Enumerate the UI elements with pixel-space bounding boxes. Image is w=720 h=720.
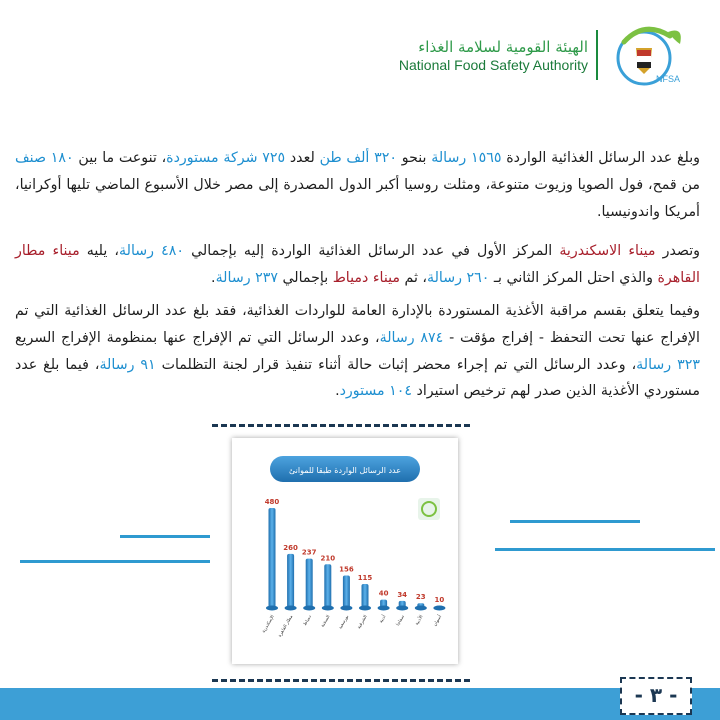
chart-value-label: 237 — [301, 548, 317, 557]
p3-segment: ، وعدد الرسائل التي تم الإفراج عنها بمنظومة الإفراج السريع — [15, 329, 380, 346]
nfsa-logo — [604, 22, 686, 94]
chart-bar-base — [433, 606, 445, 611]
p2-segment: ٤٨٠ رسالة — [119, 243, 184, 259]
p1-segment: لعدد — [285, 150, 320, 166]
decor-line-right-2 — [495, 548, 715, 551]
decor-line-right-1 — [510, 520, 640, 523]
paragraph-shipments-summary — [15, 145, 700, 225]
chart-category-label: سفاجا — [395, 614, 406, 628]
p2-segment: ميناء مطار القاهرة — [15, 243, 700, 286]
p1-segment: ٧٢٥ شركة مستوردة — [166, 150, 286, 166]
chart-value-label: 40 — [378, 589, 389, 598]
p2-segment: ٢٦٠ رسالة — [427, 269, 490, 286]
chart-bar-base — [378, 606, 390, 611]
chart-category-label: السخنة — [320, 614, 332, 629]
chart-value-label: 115 — [357, 574, 373, 583]
chart-bar — [343, 576, 350, 609]
chart-value-label: 23 — [415, 593, 426, 602]
p2-segment: والذي احتل المركز الثاني بـ — [489, 269, 658, 286]
chart-category-label: مطار القاهرة — [277, 614, 295, 639]
chart-bar-base — [322, 606, 334, 611]
paragraph-release-stats — [15, 298, 700, 405]
decor-line-left-2 — [20, 560, 210, 563]
chart-category-label: الشرقية — [356, 614, 369, 631]
svg-text:NFSA: NFSA — [656, 74, 681, 84]
p1-segment: ١٥٦٥ رسالة — [431, 150, 502, 166]
chart-category-label: الأدبية — [414, 614, 425, 627]
p2-segment: ميناء دمياط — [332, 269, 400, 286]
p2-segment: وتصدر — [655, 243, 700, 259]
p1-segment: من قمح، فول الصويا وزيوت متنوعة، ومثلت روسيا أكبر الدول المصدرة إلى مصر خلال الأسبوع الماضي تليها أوكرانيا، أمريكا واندونيسيا. — [15, 176, 700, 220]
p3-segment: ، فيما بلغ عدد مستوردي الأغذية الذين صدر لهم ترخيص استيراد — [15, 356, 700, 400]
p1-segment: ٣٢٠ ألف طن — [319, 150, 397, 166]
org-name-arabic: الهيئة القومية لسلامة الغذاء — [418, 38, 588, 56]
p3-segment: ١٠٤ مستورد — [339, 383, 413, 400]
chart-category-label: أدبية — [378, 614, 388, 625]
paragraph-ports-ranking — [15, 238, 700, 292]
p3-segment: ، وعدد الرسائل التي تم إجراء محضر إثبات حالة أثناء تنفيذ قرار لجنة التظلمات — [155, 356, 637, 373]
chart-value-label: 210 — [320, 554, 336, 563]
footer-bar — [0, 688, 720, 720]
chart-bar — [362, 584, 369, 608]
chart-bar — [269, 508, 276, 608]
p2-segment: ٢٣٧ رسالة — [215, 269, 278, 286]
decor-line-left-1 — [120, 535, 210, 538]
p2-segment: ميناء الاسكندرية — [559, 243, 656, 259]
chart-value-label: 156 — [339, 565, 354, 574]
chart-category-label: دمياط — [302, 614, 313, 627]
p2-segment: بإجمالي — [277, 269, 333, 286]
p3-segment: . — [335, 383, 340, 400]
p3-segment: ٨٧٤ رسالة — [379, 329, 444, 346]
bar-chart — [232, 438, 458, 664]
p2-segment: ، ثم — [400, 269, 427, 286]
chart-category-label: الإسكندرية — [261, 614, 276, 635]
chart-bar — [306, 559, 313, 608]
chart-bar-base — [303, 606, 315, 611]
chart-category-label: بورسعيد — [338, 614, 351, 631]
mini-logo — [418, 498, 440, 520]
chart-value-label: 10 — [434, 595, 445, 604]
p2-segment: ، يليه — [79, 243, 120, 259]
p1-segment: ١٨٠ صنف — [15, 150, 74, 166]
chart-value-label: 34 — [397, 590, 408, 599]
p3-segment: وفيما يتعلق بقسم مراقبة الأغذية المستوردة بالإدارة العامة للواردات الغذائية، فقد بلغ عدد الرسائل الغذائية التي تم الإفراج عنها تحت التحفظ - إفراج مؤقت - — [15, 303, 700, 346]
p1-segment: وبلغ عدد الرسائل الغذائية الواردة — [501, 150, 700, 166]
chart-bar — [324, 564, 331, 608]
chart-card — [232, 438, 458, 664]
p1-segment: بنحو — [397, 150, 432, 166]
chart-value-label: 480 — [264, 498, 280, 506]
page-number: - ٣ - — [620, 677, 692, 715]
chart-value-label: 260 — [283, 543, 298, 552]
chart-bar-base — [340, 606, 352, 611]
page-number-value: ٣ — [649, 683, 663, 707]
org-name-english: National Food Safety Authority — [398, 57, 588, 73]
chart-bar-base — [266, 606, 278, 611]
chart-bar-base — [359, 606, 371, 611]
chart-bar-base — [396, 606, 408, 611]
chart-bar-base — [415, 606, 427, 611]
chart-title: عدد الرسائل الواردة طبقا للموانئ — [288, 466, 402, 475]
chart-category-label: أسوان — [432, 614, 444, 628]
logo-divider — [596, 30, 598, 80]
chart-bar-base — [285, 606, 297, 611]
p2-segment: . — [211, 269, 216, 286]
p1-segment: ، تنوعت ما بين — [73, 150, 167, 166]
p3-segment: ٩١ رسالة — [99, 356, 156, 373]
chart-bar — [287, 554, 294, 608]
p3-segment: ٣٢٣ رسالة — [636, 356, 700, 373]
nfsa-logo-icon — [604, 22, 686, 90]
p2-segment: المركز الأول في عدد الرسائل الغذائية الواردة إليه بإجمالي — [184, 243, 560, 259]
